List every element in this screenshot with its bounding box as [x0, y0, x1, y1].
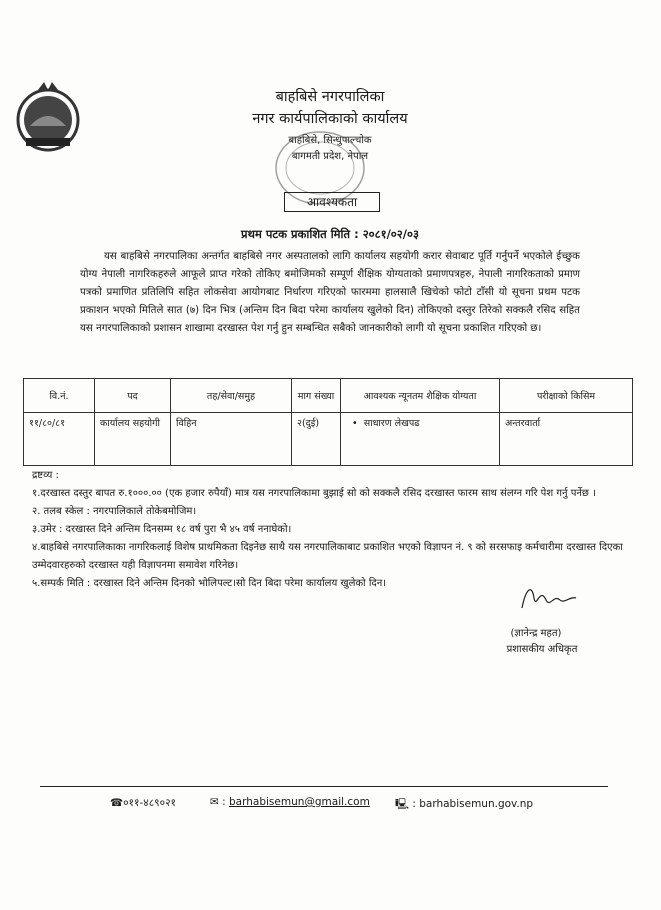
signatory-name: (ज्ञानेन्द्र महत) — [510, 628, 562, 639]
office-name: नगर कार्यपालिकाको कार्यालय — [252, 111, 408, 127]
col-header-exam-type: परीक्षाको किसिम — [500, 379, 633, 413]
notes-heading: द्रष्टव्य : — [32, 470, 59, 481]
address-line-1: बाहबिसे, सिन्धुपाल्चोक — [288, 135, 372, 146]
table-row — [24, 413, 633, 466]
footer-email — [210, 796, 370, 808]
vacancy-table — [23, 378, 633, 466]
cell-sn: ११/८०/८१ — [24, 413, 95, 466]
cell-post: कार्यालय सहयोगी — [95, 413, 171, 466]
cell-qualification: • साधारण लेखपढ — [341, 413, 500, 466]
footer-phone — [110, 796, 176, 810]
table-header-row — [24, 379, 633, 413]
notice-body: यस बाहबिसे नगरपालिका अन्तर्गत बाहबिसे नगर अस्पतालको लागि कार्यालय सहयोगी करार सेवाबाट पूर्ति गर्नुपर्ने भएकोले ईच्छुक योग्य नेपाली नागरिकहरुले आफूले प्राप्त गरेको तोकिए बमोजिमको सम्पूर्ण शैक्षिक योग्यताको प्रमाणपत्रहरु, नेपाली नागरिकताको प्रमाण पत्रको प्रमाणित प्रतिलिपि सहित लोकसेवा आयोगबाट निर्धारण गरिएको फारममा हालसालै खिचेको फोटो टाँसी यो सूचना प्रथम पटक प्रकाशन भएको मितिले सात (७) दिन भित्र (अन्तिम दिन बिदा परेमा कार्यालय खुलेको दिन) तोकिएको दस्तुर तिरेको सक्कलै रसिद सहित यस नगरपालिकाको प्रशासन शाखामा दरखास्त पेश गर्नु हुन सम्बन्धित सबैको जानकारीको लागी यो सूचना प्रकाशित गरिएको छ। — [80, 251, 580, 334]
mail-icon: ✉ : — [210, 796, 230, 808]
website-link[interactable]: barhabisemun.gov.np — [419, 798, 534, 810]
email-link[interactable]: barhabisemun@gmail.com — [229, 796, 370, 808]
col-header-qualification: आवश्यक न्यूनतम शैक्षिक योग्यता — [341, 379, 500, 413]
phone-number: ०११-४८९०२१ — [123, 797, 177, 809]
notes-section — [32, 467, 632, 593]
note-item: ३.उमेर : दरखास्त दिने अन्तिम दिनसम्म १८ वर्ष पुरा भै ४५ वर्ष ननाघेको। — [32, 524, 292, 535]
cell-count: २(दुई) — [292, 413, 341, 466]
note-item: ४.बाहबिसे नगरपालिकाका नागरिकलाई विशेष प्राथमिकता दिइनेछ साथै यस नगरपालिकाबाट प्रकाशित भएको विज्ञापन नं. ९ को सरसफाइ कर्मचारीमा दरखास्त दिएका उम्मेदवारहरुको दरखास्त यही विज्ञापनमा समावेश गरिनेछ। — [32, 542, 623, 571]
cell-level: विहिन — [171, 413, 292, 466]
phone-icon: ☎ — [110, 797, 124, 809]
computer-icon: 🖳 : — [395, 798, 420, 810]
footer-website — [395, 796, 533, 814]
footer-divider — [40, 786, 608, 787]
signatory-title: प्रशासकीय अधिकृत — [506, 644, 578, 655]
publication-date: प्रथम पटक प्रकाशित मिति : २०८१/०२/०३ — [241, 227, 419, 241]
cell-exam-type: अन्तरवार्ता — [500, 413, 633, 466]
handwritten-signature — [518, 578, 578, 618]
col-header-level: तह/सेवा/समुह — [171, 379, 292, 413]
nepal-government-emblem-icon — [8, 78, 88, 158]
note-item: २. तलब स्केल : नगरपालिकाले तोकेबमोजिम। — [32, 506, 197, 517]
notice-heading: आवश्यकता — [284, 192, 380, 212]
col-header-post: पद — [95, 379, 171, 413]
qualification-text: साधारण लेखपढ — [363, 418, 420, 429]
municipality-name: बाहबिसे नगरपालिका — [275, 89, 385, 105]
col-header-sn: वि.नं. — [24, 379, 95, 413]
col-header-count: माग संख्या — [292, 379, 341, 413]
note-item: १.दरखास्त दस्तुर बापत रु.१०००.०० (एक हजार रुपैयाँ) मात्र यस नगरपालिकामा बुझाई सो को सक्कलै रसिद दरखास्त फारम साथ संलग्न गरि पेश गर्नु पर्नेछ । — [32, 488, 596, 499]
address-line-2: बागमती प्रदेश, नेपाल — [291, 151, 369, 162]
note-item: ५.सम्पर्क मिति : दरखास्त दिने अन्तिम दिनको भोलिपल्ट।सो दिन बिदा परेमा कार्यालय खुलेको दिन। — [32, 578, 387, 589]
